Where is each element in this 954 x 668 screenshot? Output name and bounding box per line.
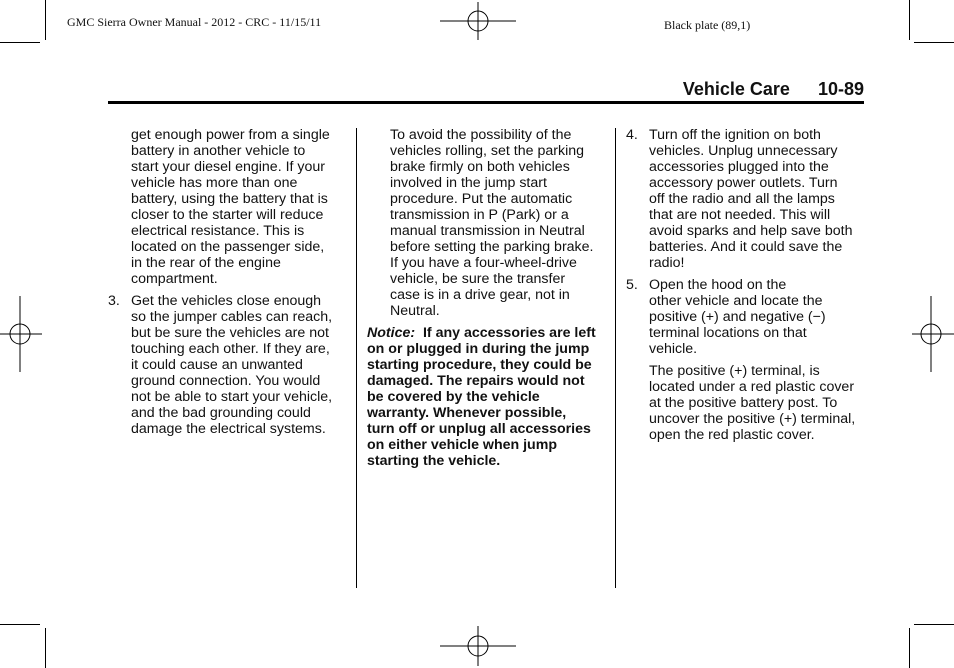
list-item-5: 5. Open the hood on the other vehicle and locate the positive (+) and negative (−) terminal locations on that vehicle. xyxy=(626,277,826,357)
column-divider-1 xyxy=(356,128,357,588)
list-item-4: 4. Turn off the ignition on both vehicles. Unplug unnecessary accessories plugged into the accessory power outlets. Turn off the radio and all the lamps that are not needed. This will avoid sparks and help save both batteries. And it could save the radio! xyxy=(626,127,853,271)
column-divider-2 xyxy=(615,128,616,588)
print-header-right: Black plate (89,1) xyxy=(664,18,751,32)
registration-mark-right xyxy=(912,296,954,372)
page-number: 10-89 xyxy=(817,79,864,99)
column-2 xyxy=(367,127,609,469)
header-rule xyxy=(108,101,864,104)
paragraph: The positive (+) terminal, is located under a red plastic cover at the positive battery post. To uncover the positive (+) terminal, open the red plastic cover. xyxy=(649,363,856,443)
section-title: Vehicle Care xyxy=(682,79,790,99)
column-3 xyxy=(626,127,866,443)
paragraph: To avoid the possibility of the vehicles rolling, set the parking brake firmly on both vehicles involved in the jump start procedure. Put the automatic transmission in P (Park) or a manual transmission in Neutral before setting the parking brake. If you have a four-wheel-drive vehicle, be sure the transfer case is in a drive gear, not in Neutral. xyxy=(390,127,594,319)
item-number: 3. xyxy=(108,293,120,309)
item-number: 5. xyxy=(626,277,638,293)
list-item-3: 3. Get the vehicles close enough so the jumper cables can reach, but be sure the vehicles are not touching each other. If they are, it could cause an unwanted ground connection. You would not be able to start your vehicle, and the bad grounding could damage the electrical systems. xyxy=(108,293,333,437)
paragraph: get enough power from a single battery in another vehicle to start your diesel engine. If your vehicle has more than one battery, using the battery that is closer to the starter will reduce electrical resistance. This is located on the passenger side, in the rear of the engine compartment. xyxy=(131,127,330,287)
registration-mark-left xyxy=(0,296,42,372)
notice-block: Notice: If any accessories are left on or plugged in during the jump starting procedure, they could be damaged. The repairs would not be covered by the vehicle warranty. Whenever possible, turn off or unplug all accessories on either vehicle when jump starting the vehicle. xyxy=(367,325,596,469)
registration-mark-bottom xyxy=(440,626,516,668)
item-number: 4. xyxy=(626,127,638,143)
column-1 xyxy=(108,127,348,437)
print-header-left: GMC Sierra Owner Manual - 2012 - CRC - 11/15/11 xyxy=(67,15,322,29)
page-title xyxy=(683,79,864,100)
registration-mark-top xyxy=(440,0,516,42)
notice-label: Notice: xyxy=(367,325,416,341)
